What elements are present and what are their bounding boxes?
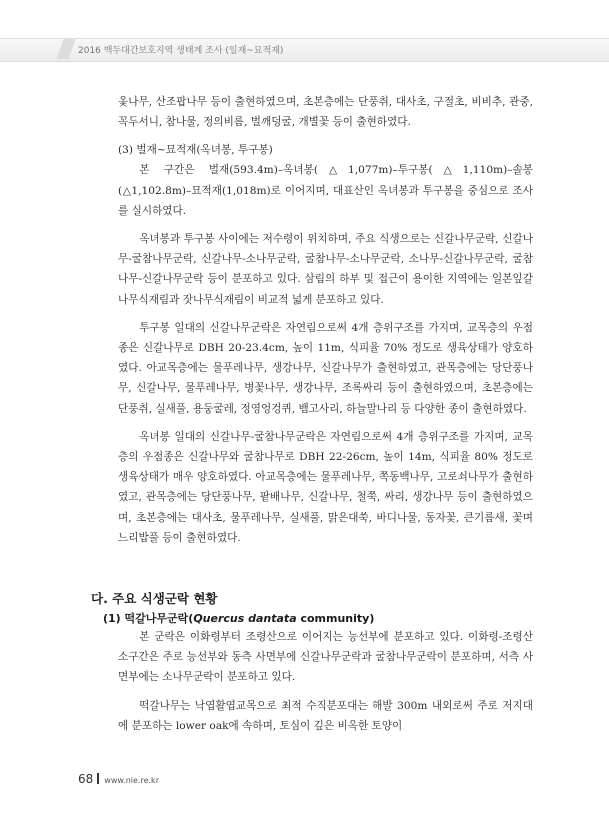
subsection-scientific-name: Quercus dantata [193, 612, 297, 625]
running-header [0, 0, 609, 64]
paragraph-3: 옥녀봉과 투구봉 사이에는 저수령이 위치하며, 주요 식생으로는 신갈나무군락, 신갈나무-굴참나무군락, 신갈나무-소나무군락, 굴참나무-소나무군락, 소나무-신갈나무군락, 굴참나무-신갈나무군락 등이 분포하고 있다. 삼림의 하부 및 접근이 용이한 지역에는 일본잎갈나무식재림과 잣나무식재림이 비교적 넓게 분포하고 있다. [118, 233, 533, 306]
page-number: 68 [78, 772, 94, 786]
running-title: 2016 백두대간보호지역 생태계 조사 (일재~묘적재) [78, 46, 284, 56]
paragraph-7: 떡갈나무는 낙엽활엽교목으로 최적 수직분포대는 해발 300m 내외로써 주로 저지대에 분포하는 lower oak에 속하며, 토심이 깊은 비옥한 토양이 [118, 699, 533, 732]
footer-url[interactable]: www.nie.re.kr [104, 776, 159, 785]
header-tab-decoration [56, 39, 75, 59]
paragraph-5: 옥녀봉 일대의 신갈나무-굴참나무군락은 자연림으로써 4개 층위구조를 가지며, 교목층의 우점종은 신갈나무와 굴참나무로 DBH 22-26cm, 높이 14m, 식피율 80% 정도로 생육상태가 매우 양호하였다. 아교목층에는 물푸레나무, 쪽동백나무, 고로쇠나무가 출현하였고, 관목층에는 당단풍나무, 팥배나무, 신갈나무, 철쭉, 싸리, 생강나무 등이 출현하였으며, 초본층에는 대사초, 물푸레나무, 실새풀, 맑은대쑥, 바디나물, 동자꽃, 큰기름새, 꽃며느리밥풀 등이 출현하였다. [118, 430, 533, 544]
paragraph-1: 옻나무, 산조팝나무 등이 출현하였으며, 초본층에는 단풍취, 대사초, 구절초, 비비추, 관중, 꼭두서니, 참나물, 정의비름, 벌깨덩굴, 개별꽃 등이 출현하였다. [118, 96, 533, 129]
sub-heading-3: (3) 벌재~묘적재(옥녀봉, 투구봉) [118, 144, 273, 157]
paragraph-6: 본 군락은 이화령부터 조령산으로 이어지는 능선부에 분포하고 있다. 이화령-조령산 소구간은 주로 능선부와 동측 사면부에 신갈나무군락과 굴참나무군락이 분포하며, 서측 사면부에는 소나무군락이 분포하고 있다. [118, 631, 533, 684]
subsection-title [103, 610, 374, 626]
body-text-lower [118, 627, 533, 736]
paragraph-4: 투구봉 일대의 신갈나무군락은 자연림으로써 4개 층위구조를 가지며, 교목층의 우점종은 신갈나무로 DBH 20-23.4cm, 높이 11m, 식피율 70% 정도로 생육상태가 양호하였다. 아교목층에는 물푸레나무, 생강나무, 신갈나무가 출현하였고, 관목층에는 당단풍나무, 신갈나무, 물푸레나무, 병꽃나무, 생강나무, 조록싸리 등이 출현하였으며, 초본층에는 단풍취, 실새풀, 용둥굴레, 정영엉겅퀴, 뱀고사리, 하늘말나리 등 다양한 종이 출현하였다. [118, 321, 533, 415]
section-title: 다. 주요 식생군락 현황 [91, 591, 218, 606]
header-bar [0, 38, 609, 62]
page-footer [78, 768, 159, 787]
footer-divider [97, 773, 99, 784]
paragraph-2: 본 구간은 벌재(593.4m)–옥녀봉(△1,077m)–투구봉(△1,110m)–솔봉(△1,102.8m)–묘적재(1,018m)로 이어지며, 대표산인 옥녀봉과 투구봉을 중심으로 조사를 실시하였다. [118, 164, 533, 217]
subsection-suffix: community) [296, 612, 375, 625]
body-text-upper [118, 92, 533, 548]
subsection-prefix: (1) 떡갈나무군락( [103, 612, 194, 625]
